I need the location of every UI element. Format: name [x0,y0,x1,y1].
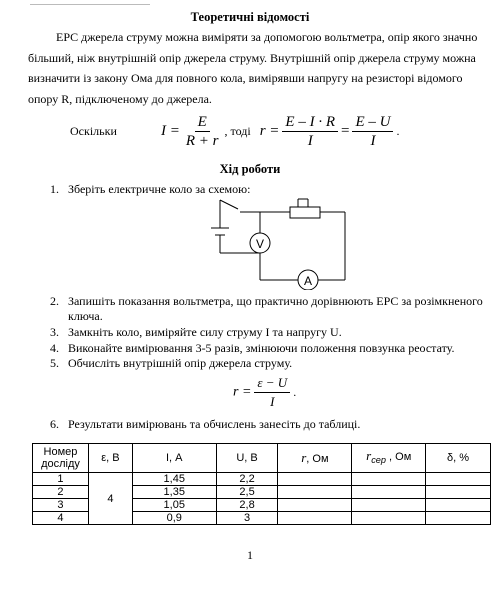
cell-voltage: 2,8 [216,499,278,512]
table-row [33,473,491,486]
cell-delta [426,499,491,512]
cell-r [278,499,352,512]
step-number: 5. [50,356,59,370]
header-rmean: $r_{сер}$ , Ом [352,444,426,473]
rheostat-resistor [290,207,320,218]
step-number: 1. [50,182,59,196]
cell-current: 1,05 [132,499,216,512]
cell-voltage: 3 [216,512,278,525]
fraction-denominator: I [370,133,376,149]
header-delta: δ, % [426,444,491,473]
page-number: 1 [247,548,253,562]
cell-rmean [352,473,426,486]
step-text: Обчисліть внутрішній опір джерела струму. [68,356,293,370]
header-voltage: U, В [216,444,278,473]
step-text: Замкніть коло, виміряйте силу струму I та напругу U. [68,325,342,339]
formula-lead: Оскільки [70,124,117,138]
theory-paragraph [28,27,490,109]
fraction-denominator: I [307,133,313,149]
step-number: 4. [50,341,59,355]
cell-number: 1 [33,473,89,486]
formula-i-lhs: I = [161,123,180,139]
formula-i-fraction [183,113,222,150]
paragraph-line: ЕРС джерела струму можна виміряти за допомогою вольтметра, опір якого значно [56,30,478,44]
voltmeter-label: V [255,237,265,251]
cell-delta [426,512,491,525]
step-3 [50,324,342,340]
cell-voltage: 2,5 [216,486,278,499]
step-text: Результати вимірювань та обчислень занесіть до таблиці. [68,417,361,431]
fraction-numerator: E [195,113,210,132]
cell-rmean [352,512,426,525]
fraction-numerator: E – U [352,113,393,132]
step-text: Зберіть електричне коло за схемою: [68,182,251,196]
cell-current: 0,9 [132,512,216,525]
step-2 [50,293,483,309]
cell-rmean [352,486,426,499]
step-text: Виконайте вимірювання 3-5 разів, змінюючи положення повзунка реостату. [68,341,455,355]
section-title-theory: Теоретичні відомості [190,10,310,24]
table-header-row [33,444,491,473]
formula-row [70,113,490,157]
paragraph-line: більший, ніж внутрішній опір джерела струму. Внутрішній опір джерела струму можна [28,50,476,65]
header-current: I, А [132,444,216,473]
section-title-procedure: Хід роботи [219,162,281,176]
step-text: Запишіть показання вольтметра, що практично дорівнюють ЕРС за розімкненого [68,294,483,308]
cell-current: 1,45 [132,473,216,486]
step-number: 2. [50,294,59,308]
header-number: Номер досліду [33,444,89,473]
fraction-numerator: ε − U [254,374,290,393]
step-4 [50,340,454,356]
cell-r [278,512,352,525]
paragraph-line: опору R, підключеному до джерела. [28,91,212,106]
formula2-lhs: r = [233,384,252,400]
formula-eq: = [340,123,350,139]
cell-emf: 4 [88,473,132,525]
paragraph-line: визначити із закону Ома для повного кола, вимірявши напругу на резисторі відомого [28,71,463,85]
step-number: 3. [50,325,59,339]
results-table [32,443,491,525]
header-emf: ε, В [88,444,132,473]
top-rule [30,0,150,5]
fraction-denominator: R + r [185,133,219,149]
formula-r-lhs: r = [259,123,280,139]
step-5 [50,355,292,371]
fraction-denominator: I [270,394,275,409]
cell-delta [426,473,491,486]
switch-blade [220,200,238,209]
fraction-numerator: E – I · R [282,113,338,132]
cell-delta [426,486,491,499]
cell-number: 4 [33,512,89,525]
cell-current: 1,35 [132,486,216,499]
formula-r1-fraction [282,113,338,150]
cell-rmean [352,499,426,512]
formula2-end: . [293,385,297,399]
cell-number: 2 [33,486,89,499]
step-2-wrap: ключа. [68,309,103,323]
step-6 [50,416,360,432]
formula2-fraction [254,374,290,411]
formula-r2-fraction [352,113,393,150]
formula-mid: , тоді [224,124,251,138]
circuit-diagram [200,195,360,290]
cell-r [278,473,352,486]
step-number: 6. [50,417,59,431]
cell-voltage: 2,2 [216,473,278,486]
cell-r [278,486,352,499]
cell-number: 3 [33,499,89,512]
header-r: r, Ом [278,444,352,473]
ammeter-label: A [303,274,313,288]
formula-end: . [396,124,400,138]
formula-2 [233,374,296,411]
